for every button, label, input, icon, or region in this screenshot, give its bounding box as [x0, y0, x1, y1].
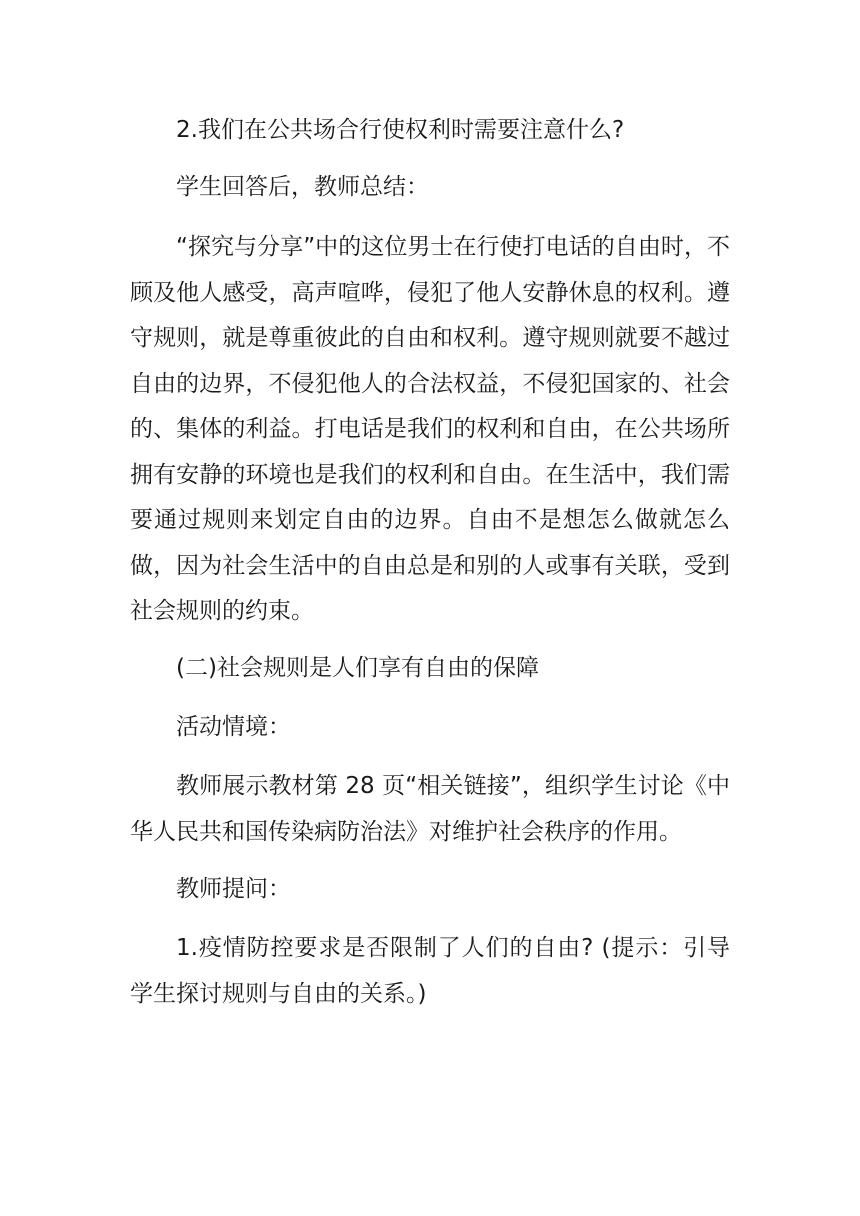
activity-description: 教师展示教材第 28 页“相关链接”，组织学生讨论《中华人民共和国传染病防治法》对维护社会秩序的作用。	[130, 773, 730, 845]
question-1: 1.疫情防控要求是否限制了人们的自由? (提示：引导学生探讨规则与自由的关系。)	[130, 935, 730, 1007]
teacher-summary-intro: 学生回答后，教师总结：	[176, 174, 429, 200]
teacher-question-label: 教师提问：	[176, 876, 291, 902]
summary-paragraph: “探究与分享”中的这位男士在行使打电话的自由时，不顾及他人感受，高声喧哗，侵犯了他人安静休息的权利。遵守规则，就是尊重彼此的自由和权利。遵守规则就要不越过自由的边界，不侵犯他人的合法权益，不侵犯国家的、社会的、集体的利益。打电话是我们的权利和自由，在公共场所拥有安静的环境也是我们的权利和自由。在生活中，我们需要通过规则来划定自由的边界。自由不是想怎么做就怎么做，因为社会生活中的自由总是和别的人或事有关联，受到社会规则的约束。	[130, 234, 730, 624]
activity-context-label: 活动情境：	[176, 714, 291, 740]
section-heading-2: (二)社会规则是人们享有自由的保障	[176, 655, 539, 681]
question-2: 2.我们在公共场合行使权利时需要注意什么?	[176, 117, 625, 143]
